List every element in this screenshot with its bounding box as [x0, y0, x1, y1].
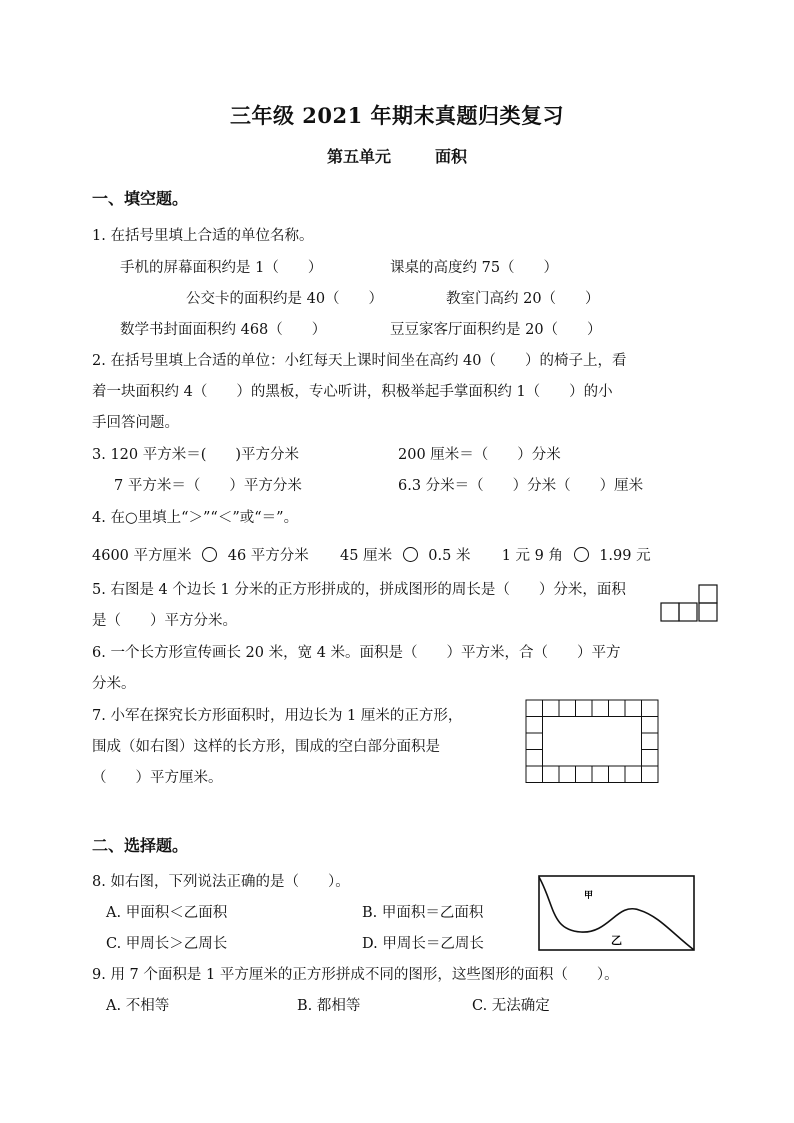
unit-square	[592, 700, 609, 717]
q1-item-a: 手机的屏幕面积约是 1（ ）	[120, 260, 323, 276]
q7-rectangle-ring-figure	[524, 698, 664, 786]
page-title: 三年级 2021 年期末真题归类复习	[229, 103, 565, 128]
unit-square	[609, 766, 626, 783]
unit-square	[642, 733, 659, 750]
compare-circle-icon[interactable]	[202, 547, 217, 562]
unit-square	[576, 766, 593, 783]
q9-stem: 9. 用 7 个面积是 1 平方厘米的正方形拼成不同的图形，这些图形的面积（ ）。	[92, 967, 619, 983]
q8-option-c[interactable]: C. 甲周长＞乙周长	[106, 936, 228, 952]
q8-option-d[interactable]: D. 甲周长＝乙周长	[362, 936, 484, 952]
q4-b-right: 0.5 米	[428, 548, 471, 564]
unit-square	[526, 750, 543, 767]
q2-line-1: 2. 在括号里填上合适的单位：小红每天上课时间坐在高约 40（ ）的椅子上，看	[92, 353, 627, 369]
unit-square	[526, 766, 543, 783]
unit-square	[559, 700, 576, 717]
q4-row	[92, 544, 651, 565]
q1-item-c: 公交卡的面积约是 40（ ）	[186, 291, 384, 307]
q5-line-1: 5. 右图是 4 个边长 1 分米的正方形拼成的，拼成图形的周长是（ ）分米，面积	[92, 582, 626, 598]
q1-stem: 1. 在括号里填上合适的单位名称。	[92, 228, 314, 244]
unit-square	[592, 766, 609, 783]
q8-stem: 8. 如右图，下列说法正确的是（ ）。	[92, 874, 350, 890]
q4-b-left: 45 厘米	[340, 548, 393, 564]
unit-square	[642, 717, 659, 734]
q4-c-left: 1 元 9 角	[501, 548, 563, 564]
unit-square	[642, 700, 659, 717]
label-yi: 乙	[611, 934, 622, 947]
q6-line-2: 分米。	[92, 676, 136, 692]
q9-option-b[interactable]: B. 都相等	[297, 998, 361, 1014]
q8-curve-figure	[537, 874, 697, 954]
q5-squares-figure	[659, 583, 719, 625]
unit-square	[559, 766, 576, 783]
q1-item-f: 豆豆家客厅面积约是 20（ ）	[390, 322, 602, 338]
unit-square	[625, 766, 642, 783]
q1-item-e: 数学书封面面积约 468（ ）	[120, 322, 327, 338]
q5-line-2: 是（ ）平方分米。	[92, 613, 237, 629]
topic-label: 面积	[435, 147, 468, 166]
q4-c-right: 1.99 元	[599, 548, 651, 564]
q3-item-b: 200 厘米＝（ ）分米	[398, 447, 561, 463]
unit-square	[526, 717, 543, 734]
unit-square	[543, 766, 560, 783]
q3-item-a: 3. 120 平方米＝( )平方分米	[92, 447, 300, 463]
section-heading-multiple-choice: 二、选择题。	[92, 836, 189, 855]
q7-line-1: 7. 小军在探究长方形面积时，用边长为 1 厘米的正方形，	[92, 708, 463, 724]
compare-circle-icon[interactable]	[403, 547, 418, 562]
q2-line-2: 着一块面积约 4（ ）的黑板，专心听讲，积极举起手掌面积约 1（ ）的小	[92, 384, 613, 400]
unit-square	[526, 733, 543, 750]
q2-line-3: 手回答问题。	[92, 415, 179, 431]
unit-square	[642, 766, 659, 783]
q1-item-d: 教室门高约 20（ ）	[446, 291, 600, 307]
q3-item-c: 7 平方米＝（ ）平方分米	[114, 478, 302, 494]
q1-item-b: 课桌的高度约 75（ ）	[390, 260, 559, 276]
unit-square	[543, 700, 560, 717]
q4-a-left: 4600 平方厘米	[92, 548, 192, 564]
q9-option-c[interactable]: C. 无法确定	[472, 998, 550, 1014]
q6-line-1: 6. 一个长方形宣传画长 20 米，宽 4 米。面积是（ ）平方米，合（ ）平方	[92, 645, 621, 661]
q4-a-right: 46 平方分米	[227, 548, 309, 564]
page-subtitle	[0, 144, 794, 167]
label-jia: 甲	[584, 891, 594, 901]
q9-option-a[interactable]: A. 不相等	[106, 998, 170, 1014]
q8-option-a[interactable]: A. 甲面积＜乙面积	[106, 905, 228, 921]
q3-item-d: 6.3 分米＝（ ）分米（ ）厘米	[398, 478, 644, 494]
q4-stem: 4. 在○里填上“＞”“＜”或“＝”。	[92, 510, 299, 526]
compare-circle-icon[interactable]	[574, 547, 589, 562]
unit-square	[526, 700, 543, 717]
unit-square	[642, 750, 659, 767]
q7-line-2: 围成（如右图）这样的长方形，围成的空白部分面积是	[92, 739, 440, 755]
unit-label: 第五单元	[326, 147, 391, 166]
unit-square	[576, 700, 593, 717]
unit-square	[609, 700, 626, 717]
q8-option-b[interactable]: B. 甲面积＝乙面积	[362, 905, 484, 921]
q7-line-3: （ ）平方厘米。	[92, 770, 223, 786]
unit-square	[625, 700, 642, 717]
section-heading-fill-blank: 一、填空题。	[92, 189, 189, 208]
